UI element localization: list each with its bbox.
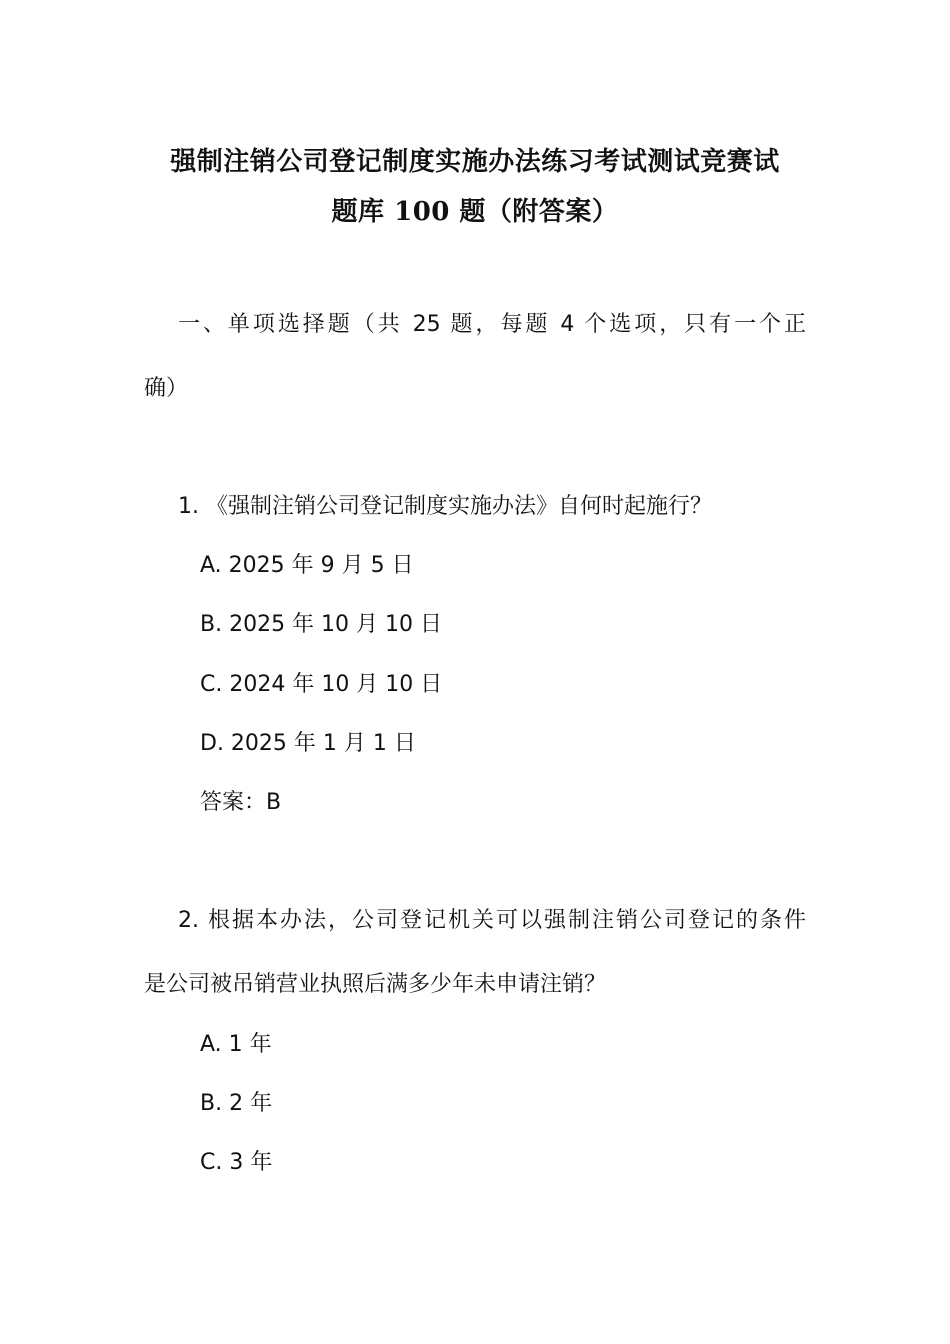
question-1-stem: 1. 《强制注销公司登记制度实施办法》自何时起施行？ bbox=[178, 494, 712, 519]
question-1-option-a: A. 2025 年 9 月 5 日 bbox=[200, 553, 414, 578]
question-2-option-c: C. 3 年 bbox=[200, 1150, 273, 1175]
question-1-option-b: B. 2025 年 10 月 10 日 bbox=[200, 612, 443, 637]
section-heading-line-2: 确） bbox=[144, 376, 189, 401]
question-2-option-a: A. 1 年 bbox=[200, 1032, 272, 1057]
question-1-answer: 答案：B bbox=[200, 790, 282, 815]
question-2-option-b: B. 2 年 bbox=[200, 1091, 273, 1116]
question-1-option-c: C. 2024 年 10 月 10 日 bbox=[200, 672, 443, 697]
document-title-line-1: 强制注销公司登记制度实施办法练习考试测试竞赛试 bbox=[170, 147, 780, 177]
question-2-stem-line-2: 是公司被吊销营业执照后满多少年未申请注销？ bbox=[144, 972, 607, 997]
question-2-stem-line-1: 2. 根据本办法，公司登记机关可以强制注销公司登记的条件 bbox=[178, 908, 806, 933]
question-1-option-d: D. 2025 年 1 月 1 日 bbox=[200, 731, 416, 756]
section-heading-line-1: 一、单项选择题（共 25 题，每题 4 个选项，只有一个正 bbox=[178, 312, 806, 337]
document-title-line-2: 题库 100 题（附答案） bbox=[331, 197, 619, 227]
